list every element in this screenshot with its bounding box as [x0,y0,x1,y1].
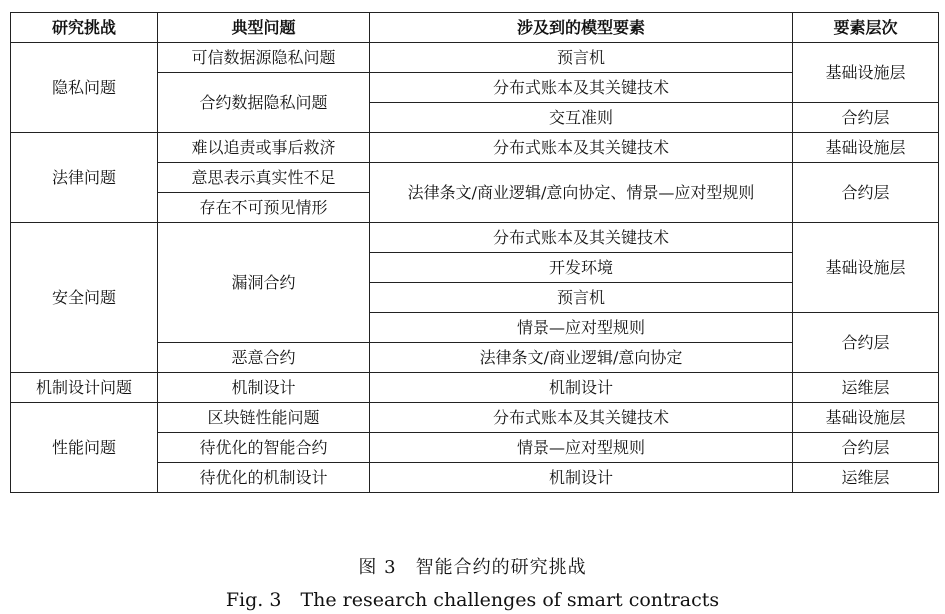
table-header-row [11,13,939,43]
table-row [11,373,939,403]
element-cell: 法律条文/商业逻辑/意向协定、情景—应对型规则 [370,163,793,223]
element-cell: 分布式账本及其关键技术 [370,403,793,433]
problem-cell: 意思表示真实性不足 [158,163,370,193]
challenge-cell: 法律问题 [11,133,158,223]
element-cell: 预言机 [370,283,793,313]
problem-cell: 待优化的智能合约 [158,433,370,463]
layer-cell: 基础设施层 [793,43,939,103]
header-layer: 要素层次 [793,13,939,43]
element-cell: 分布式账本及其关键技术 [370,223,793,253]
problem-cell: 可信数据源隐私问题 [158,43,370,73]
element-cell: 开发环境 [370,253,793,283]
element-cell: 分布式账本及其关键技术 [370,133,793,163]
table-row [11,223,939,253]
problem-cell: 漏洞合约 [158,223,370,343]
table-row [11,403,939,433]
problem-cell: 恶意合约 [158,343,370,373]
challenge-cell: 安全问题 [11,223,158,373]
header-challenge: 研究挑战 [11,13,158,43]
layer-cell: 合约层 [793,103,939,133]
problem-cell: 待优化的机制设计 [158,463,370,493]
layer-cell: 合约层 [793,313,939,373]
element-cell: 预言机 [370,43,793,73]
figure-caption-english: Fig. 3 The research challenges of smart contracts [225,589,720,611]
table-row [11,43,939,73]
challenge-cell: 机制设计问题 [11,373,158,403]
element-cell: 机制设计 [370,373,793,403]
layer-cell: 基础设施层 [793,223,939,313]
element-cell: 分布式账本及其关键技术 [370,73,793,103]
problem-cell: 区块链性能问题 [158,403,370,433]
table-row [11,133,939,163]
layer-cell: 运维层 [793,463,939,493]
layer-cell: 运维层 [793,373,939,403]
header-element: 涉及到的模型要素 [370,13,793,43]
challenge-cell: 隐私问题 [11,43,158,133]
element-cell: 法律条文/商业逻辑/意向协定 [370,343,793,373]
layer-cell: 合约层 [793,163,939,223]
problem-cell: 难以追责或事后救济 [158,133,370,163]
element-cell: 机制设计 [370,463,793,493]
layer-cell: 基础设施层 [793,403,939,433]
layer-cell: 基础设施层 [793,133,939,163]
layer-cell: 合约层 [793,433,939,463]
challenge-cell: 性能问题 [11,403,158,493]
figure-caption-chinese: 图 3 智能合约的研究挑战 [358,557,587,578]
header-problem: 典型问题 [158,13,370,43]
problem-cell: 存在不可预见情形 [158,193,370,223]
element-cell: 情景—应对型规则 [370,433,793,463]
challenges-table [10,12,939,493]
element-cell: 情景—应对型规则 [370,313,793,343]
element-cell: 交互准则 [370,103,793,133]
problem-cell: 合约数据隐私问题 [158,73,370,133]
problem-cell: 机制设计 [158,373,370,403]
